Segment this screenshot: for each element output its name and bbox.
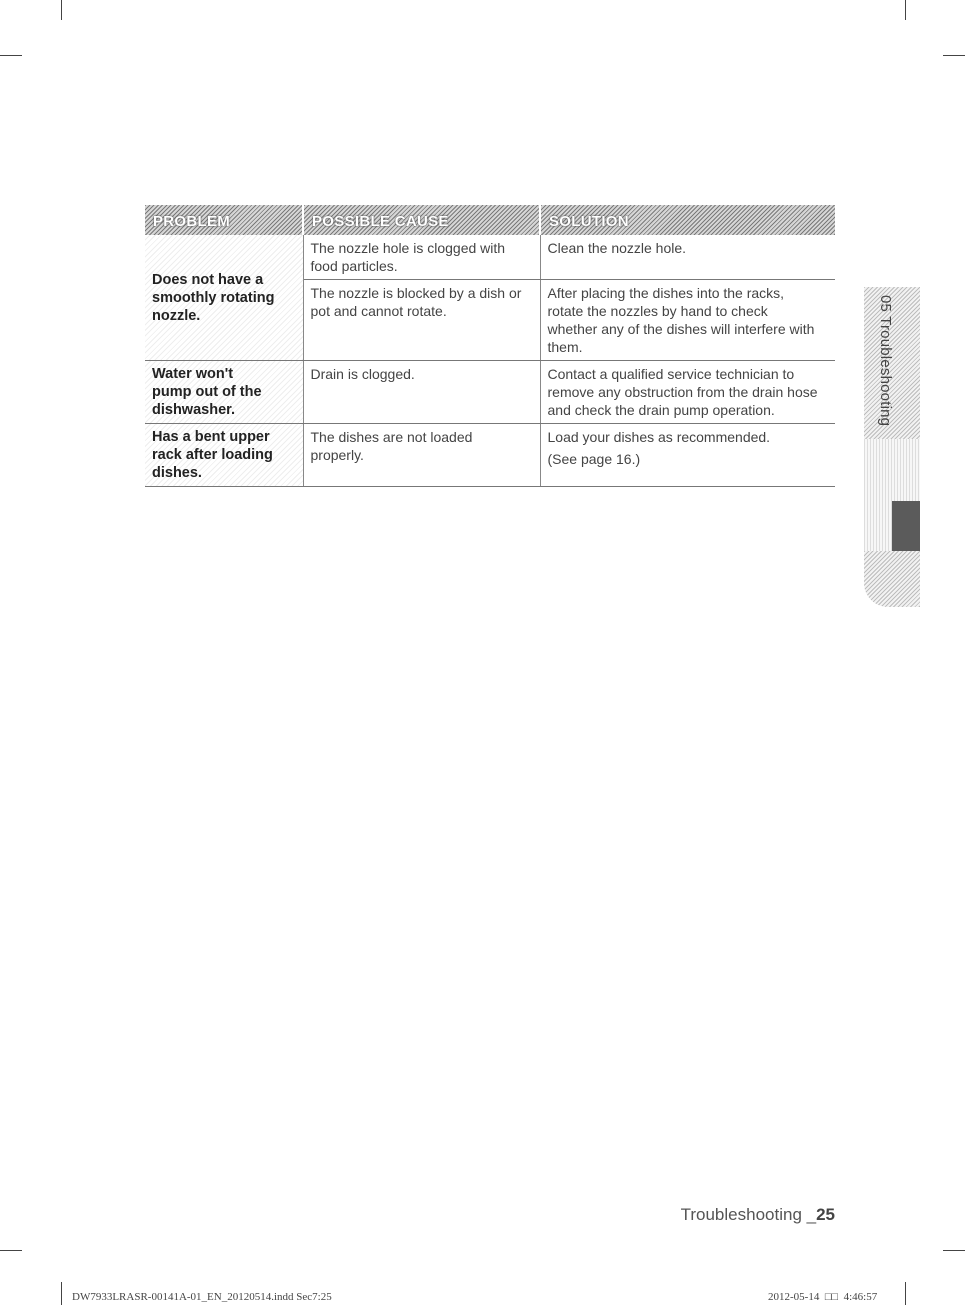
- crop-mark: [943, 55, 965, 56]
- solution-text: Clean the nozzle hole.: [547, 240, 687, 256]
- cause-cell: [303, 424, 540, 487]
- page-number: 25: [816, 1205, 835, 1224]
- problem-cell: [145, 424, 303, 487]
- tab-active-marker: [892, 501, 920, 551]
- cause-text: The nozzle is blocked by a dish or: [310, 285, 522, 301]
- problem-text: Water won't: [152, 366, 234, 382]
- troubleshooting-table: [145, 205, 835, 487]
- crop-mark: [61, 1282, 62, 1305]
- solution-text: and check the drain pump operation.: [547, 402, 775, 418]
- cause-text: properly.: [310, 447, 364, 463]
- problem-text: Has a bent upper: [152, 429, 270, 445]
- cause-cell: [303, 235, 540, 280]
- solution-text: After placing the dishes into the racks,: [547, 285, 785, 301]
- header-solution: SOLUTION: [540, 205, 835, 235]
- header-possible-cause: POSSIBLE CAUSE: [303, 205, 540, 235]
- problem-text: rack after loading: [152, 447, 273, 463]
- problem-cell: [145, 361, 303, 424]
- table-header-row: [145, 205, 835, 235]
- tab-hatch-block-left: [864, 501, 892, 551]
- crop-mark: [0, 1250, 22, 1251]
- problem-cell: [145, 235, 303, 361]
- solution-text: (See page 16.): [547, 451, 641, 467]
- solution-text: remove any obstruction from the drain hose: [547, 384, 818, 400]
- solution-text: rotate the nozzles by hand to check: [547, 303, 768, 319]
- tab-hatch-middle: [864, 439, 920, 501]
- problem-text: nozzle.: [152, 307, 201, 324]
- cause-text: pot and cannot rotate.: [310, 303, 447, 319]
- problem-text: pump out of the: [152, 384, 262, 400]
- cause-text: Drain is clogged.: [310, 366, 415, 382]
- solution-text: them.: [547, 339, 583, 355]
- crop-mark: [0, 55, 22, 56]
- crop-mark: [905, 1282, 906, 1305]
- crop-mark: [943, 1250, 965, 1251]
- cause-text: The nozzle hole is clogged with: [310, 240, 506, 256]
- cause-text: food particles.: [310, 258, 398, 274]
- table-row: [145, 361, 835, 424]
- solution-cell: [540, 235, 835, 280]
- cause-cell: [303, 280, 540, 361]
- table-row: [145, 235, 835, 280]
- crop-mark: [61, 0, 62, 20]
- chapter-tab-label: 05 Troubleshooting: [877, 295, 894, 427]
- chapter-side-tab: [864, 287, 920, 607]
- problem-text: Does not have a: [152, 271, 264, 288]
- solution-text: Load your dishes as recommended.: [547, 429, 771, 445]
- solution-text: whether any of the dishes will interfere with: [547, 321, 815, 337]
- print-file-info: DW7933LRASR-00141A-01_EN_20120514.indd Sec7:25: [72, 1291, 332, 1303]
- tab-hatch-lower: [864, 551, 920, 607]
- problem-text: smoothly rotating: [152, 289, 275, 306]
- footer-section-title: Troubleshooting _: [680, 1205, 817, 1224]
- header-problem: PROBLEM: [145, 205, 303, 235]
- crop-mark: [905, 0, 906, 20]
- problem-text: dishwasher.: [152, 402, 236, 418]
- solution-cell: [540, 361, 835, 424]
- page-footer: [681, 1205, 835, 1225]
- solution-cell: [540, 280, 835, 361]
- cause-cell: [303, 361, 540, 424]
- print-timestamp: 2012-05-14 □□ 4:46:57: [768, 1291, 878, 1303]
- solution-text: Contact a qualified service technician to: [547, 366, 795, 382]
- problem-text: dishes.: [152, 465, 202, 481]
- solution-cell: [540, 424, 835, 487]
- table-row: [145, 424, 835, 487]
- cause-text: The dishes are not loaded: [310, 429, 473, 445]
